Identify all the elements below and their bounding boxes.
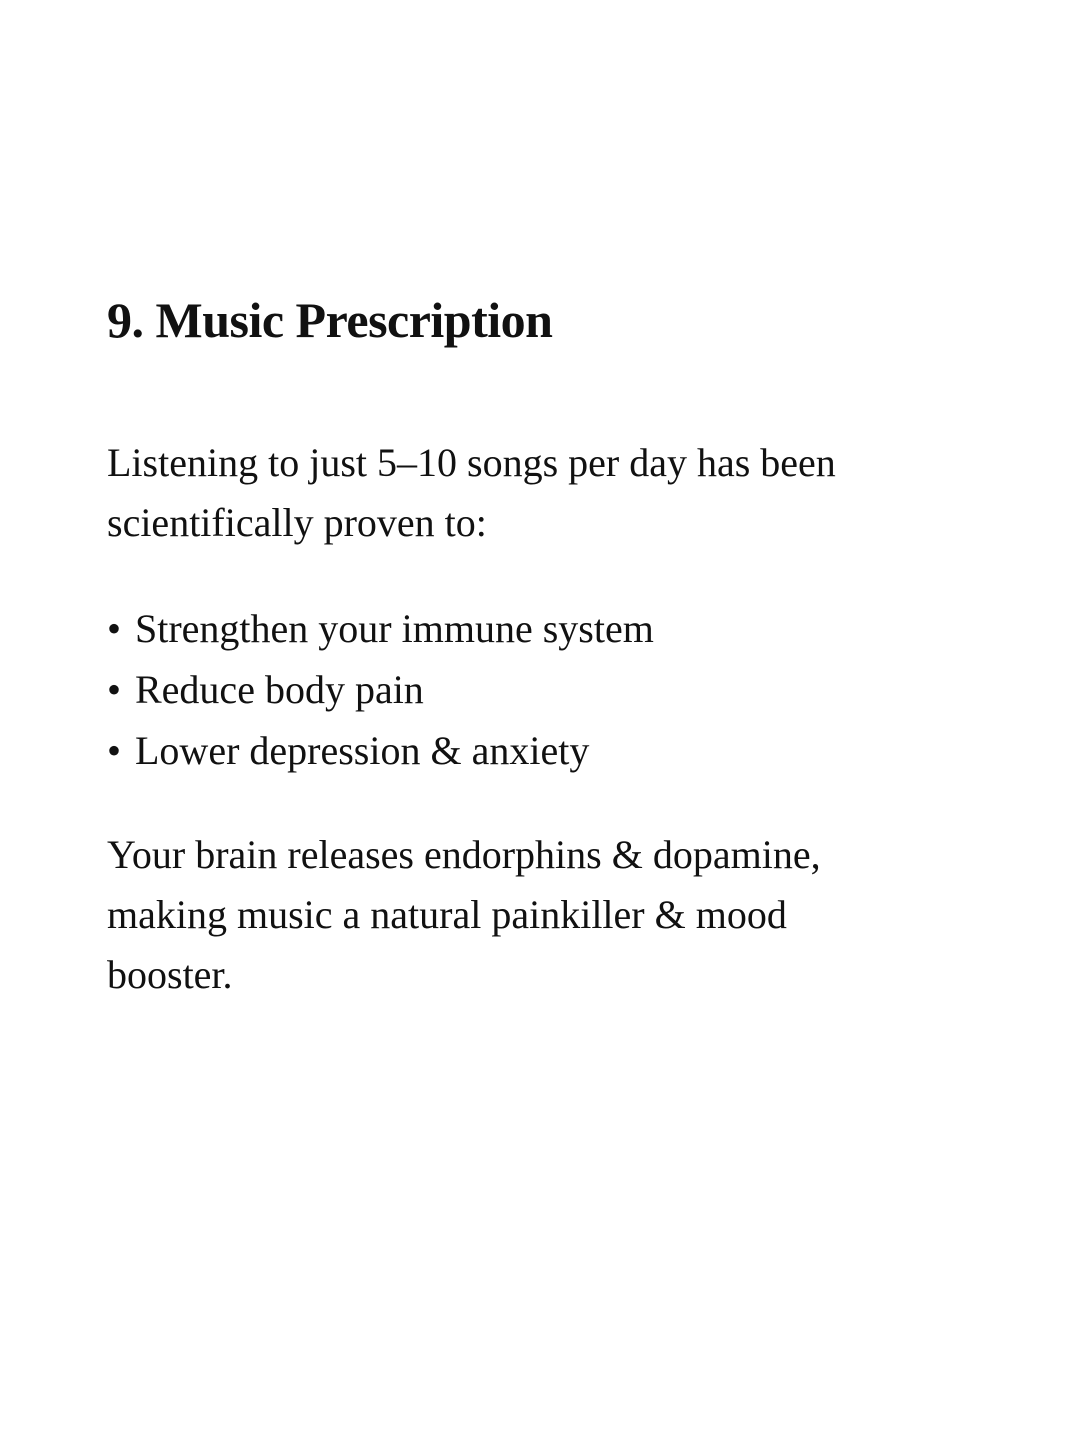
list-item <box>107 659 654 720</box>
outro-line: booster. <box>107 952 233 997</box>
benefits-list <box>107 598 654 781</box>
intro-paragraph <box>107 433 987 553</box>
bullet-icon: • <box>107 728 122 773</box>
outro-line: Your brain releases endorphins & dopamine, <box>107 832 821 877</box>
list-item <box>107 720 654 781</box>
intro-line: Listening to just 5–10 songs per day has been <box>107 440 836 485</box>
list-item-text: Reduce body pain <box>135 667 424 712</box>
intro-line: scientifically proven to: <box>107 500 487 545</box>
bullet-icon: • <box>107 606 122 651</box>
list-item <box>107 598 654 659</box>
list-item-text: Lower depression & anxiety <box>135 728 590 773</box>
outro-line: making music a natural painkiller & mood <box>107 892 787 937</box>
page-title: 9. Music Prescription <box>107 292 553 348</box>
list-item-text: Strengthen your immune system <box>135 606 654 651</box>
outro-paragraph <box>107 825 987 1005</box>
bullet-icon: • <box>107 667 122 712</box>
